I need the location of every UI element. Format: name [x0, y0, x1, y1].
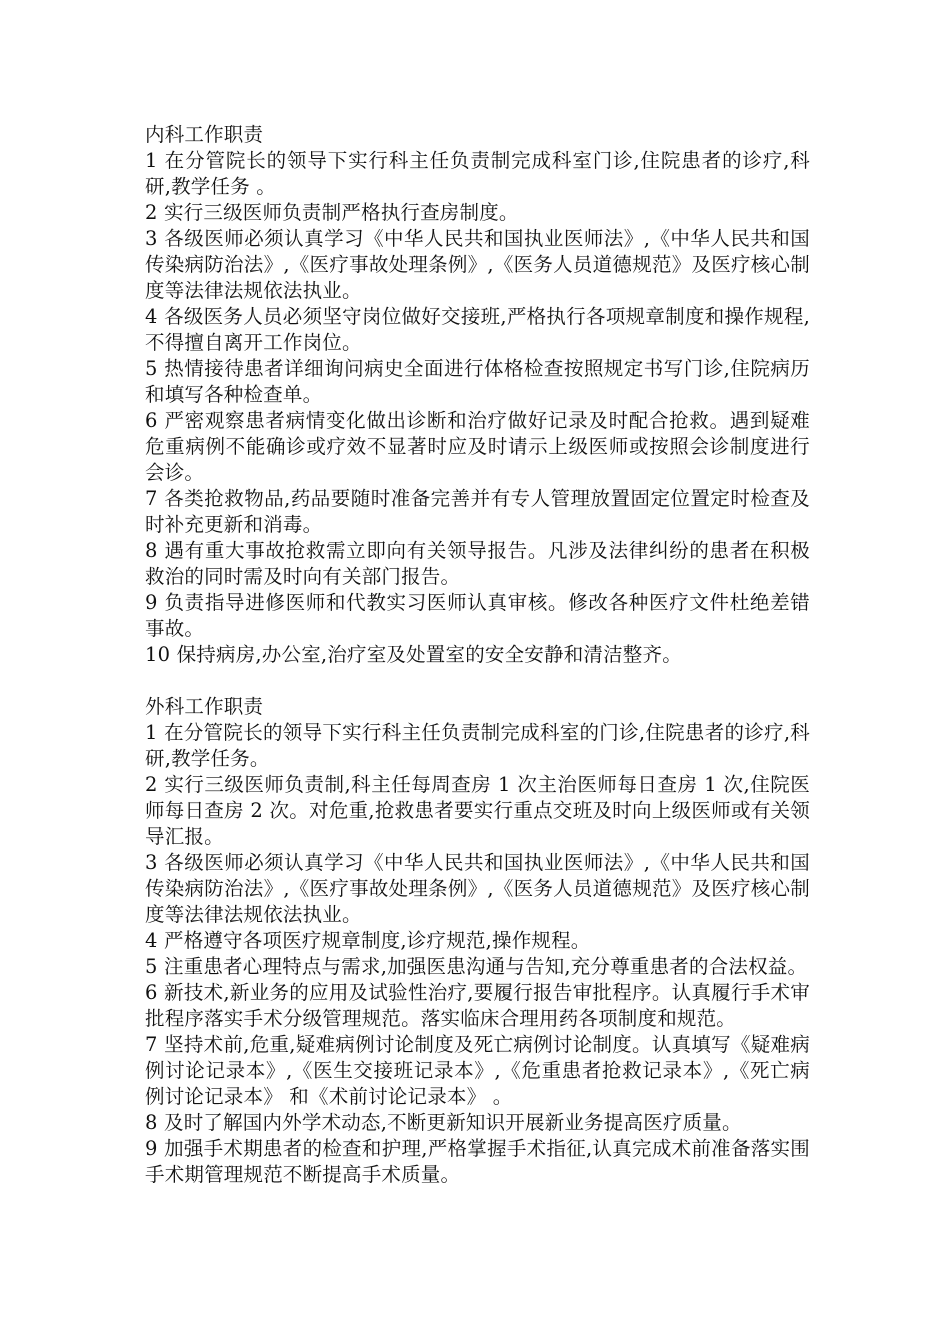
duty-item: 4 严格遵守各项医疗规章制度,诊疗规范,操作规程。 [145, 929, 591, 952]
duty-item: 4 各级医务人员必须坚守岗位做好交接班,严格执行各项规章制度和操作规程,不得擅自离开工作岗位。 [145, 305, 810, 354]
duty-item: 9 负责指导进修医师和代教实习医师认真审核。修改各种医疗文件杜绝差错事故。 [145, 591, 810, 640]
duty-item: 5 注重患者心理特点与需求,加强医患沟通与告知,充分尊重患者的合法权益。 [145, 955, 808, 978]
section-surgery [145, 694, 810, 1188]
duty-item: 8 及时了解国内外学术动态,不断更新知识开展新业务提高医疗质量。 [145, 1111, 742, 1134]
document-page [145, 122, 810, 1188]
duty-item: 6 新技术,新业务的应用及试验性治疗,要履行报告审批程序。认真履行手术审批程序落实手术分级管理规范。落实临床合理用药各项制度和规范。 [145, 981, 810, 1030]
section-internal-medicine [145, 122, 810, 668]
section-title: 内科工作职责 [145, 123, 264, 146]
duty-item: 1 在分管院长的领导下实行科主任负责制完成科室的门诊,住院患者的诊疗,科研,教学任务。 [145, 721, 810, 770]
duty-item: 5 热情接待患者详细询问病史全面进行体格检查按照规定书写门诊,住院病历和填写各种检查单。 [145, 357, 810, 406]
duty-item: 7 各类抢救物品,药品要随时准备完善并有专人管理放置固定位置定时检查及时补充更新和消毒。 [145, 487, 810, 536]
duty-item: 1 在分管院长的领导下实行科主任负责制完成科室门诊,住院患者的诊疗,科研,教学任务 。 [145, 149, 810, 198]
duty-item: 8 遇有重大事故抢救需立即向有关领导报告。凡涉及法律纠纷的患者在积极救治的同时需及时向有关部门报告。 [145, 539, 810, 588]
duty-item: 7 坚持术前,危重,疑难病例讨论制度及死亡病例讨论制度。认真填写《疑难病例讨论记录本》,《医生交接班记录本》,《危重患者抢救记录本》,《死亡病例讨论记录本》 和《术前讨论记录本》 。 [145, 1033, 810, 1108]
duty-item: 6 严密观察患者病情变化做出诊断和治疗做好记录及时配合抢救。遇到疑难危重病例不能确诊或疗效不显著时应及时请示上级医师或按照会诊制度进行会诊。 [145, 409, 810, 484]
section-title: 外科工作职责 [145, 695, 264, 718]
duty-item: 2 实行三级医师负责制,科主任每周查房 1 次主治医师每日查房 1 次,住院医师每日查房 2 次。对危重,抢救患者要实行重点交班及时向上级医师或有关领导汇报。 [145, 773, 810, 848]
duty-item: 3 各级医师必须认真学习《中华人民共和国执业医师法》,《中华人民共和国传染病防治法》,《医疗事故处理条例》,《医务人员道德规范》及医疗核心制度等法律法规依法执业。 [145, 227, 810, 302]
duty-item: 9 加强手术期患者的检查和护理,严格掌握手术指征,认真完成术前准备落实围手术期管理规范不断提高手术质量。 [145, 1137, 810, 1186]
duty-item: 10 保持病房,办公室,治疗室及处置室的安全安静和清洁整齐。 [145, 643, 682, 666]
duty-item: 2 实行三级医师负责制严格执行查房制度。 [145, 201, 519, 224]
duty-item: 3 各级医师必须认真学习《中华人民共和国执业医师法》,《中华人民共和国传染病防治法》,《医疗事故处理条例》,《医务人员道德规范》及医疗核心制度等法律法规依法执业。 [145, 851, 810, 926]
